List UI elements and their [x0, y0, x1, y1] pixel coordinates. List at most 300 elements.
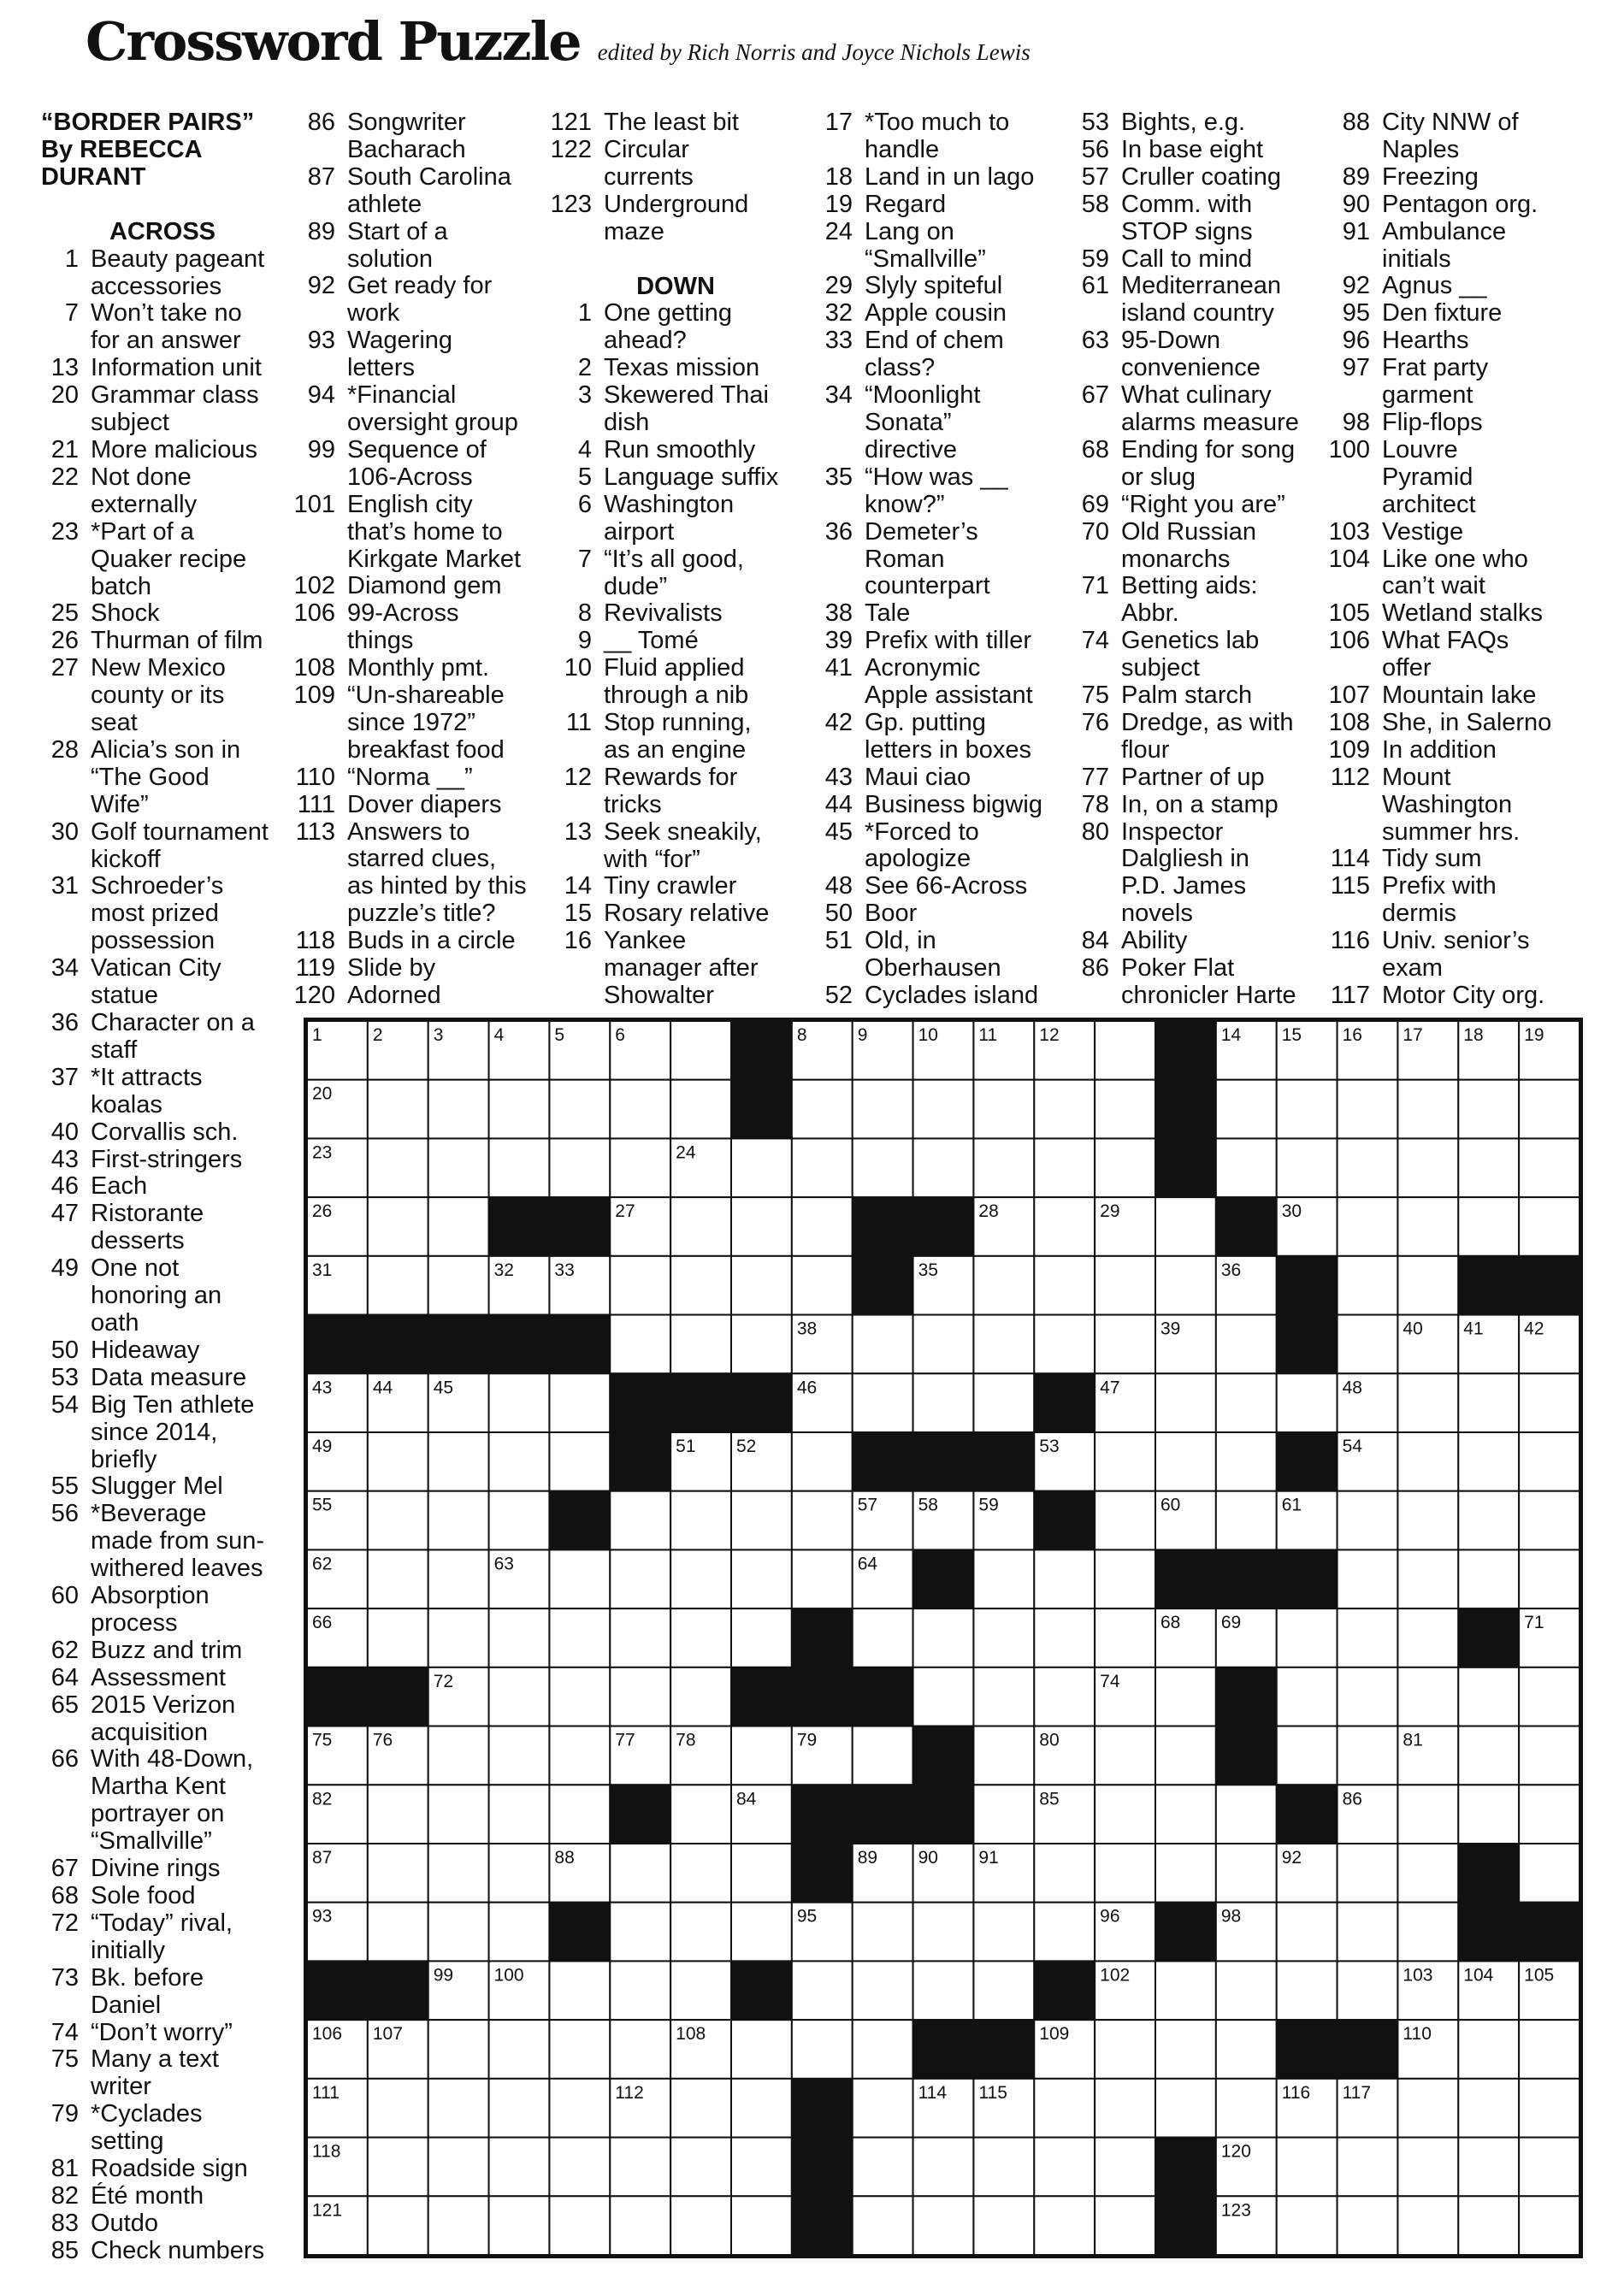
grid-cell[interactable]: [489, 1373, 550, 1432]
clue-number: 10: [564, 654, 592, 682]
grid-cell[interactable]: [489, 1903, 550, 1962]
grid-cell[interactable]: [1095, 1726, 1155, 1785]
grid-cell[interactable]: [913, 1903, 974, 1962]
grid-cell[interactable]: [973, 1903, 1034, 1962]
grid-cell[interactable]: [1338, 1491, 1398, 1550]
grid-cell[interactable]: [1519, 1785, 1580, 1844]
clue: [34, 2210, 291, 2238]
grid-cell[interactable]: [670, 1197, 731, 1256]
clue: [808, 983, 1065, 1010]
grid-cell[interactable]: [1155, 1256, 1216, 1315]
grid-cell[interactable]: [1338, 1726, 1398, 1785]
grid-cell[interactable]: [1458, 2138, 1519, 2197]
grid-cell[interactable]: [1458, 1667, 1519, 1726]
grid-cell[interactable]: [1338, 1903, 1398, 1962]
grid-cell[interactable]: [1034, 1197, 1095, 1256]
grid-cell[interactable]: [670, 1903, 731, 1962]
grid-cell[interactable]: [489, 1138, 550, 1197]
grid-cell[interactable]: [610, 1844, 670, 1903]
grid-cell[interactable]: [610, 1256, 670, 1315]
grid-cell[interactable]: [368, 2138, 428, 2197]
clue-line: See 66-Across: [865, 872, 1028, 900]
grid-cell[interactable]: [1277, 1138, 1338, 1197]
grid-cell[interactable]: [913, 2196, 974, 2255]
grid-cell[interactable]: [731, 2138, 792, 2197]
grid-cell[interactable]: [670, 1080, 731, 1139]
grid-cell[interactable]: [1397, 1491, 1458, 1550]
grid-cell[interactable]: [368, 1197, 428, 1256]
grid-cell[interactable]: [792, 1432, 853, 1491]
block-cell: [1519, 1256, 1580, 1315]
grid-cell[interactable]: [1338, 2196, 1398, 2255]
grid-cell[interactable]: [731, 1844, 792, 1903]
grid-cell[interactable]: [489, 2020, 550, 2079]
cell-number: 40: [1403, 1319, 1423, 1339]
grid-cell[interactable]: [1095, 1844, 1155, 1903]
grid-cell[interactable]: [549, 2079, 610, 2138]
grid-cell[interactable]: [428, 1080, 489, 1139]
grid-cell[interactable]: [853, 1961, 913, 2020]
grid-cell[interactable]: [1519, 2020, 1580, 2079]
grid-cell[interactable]: [549, 1961, 610, 2020]
grid-cell[interactable]: [913, 1138, 974, 1197]
grid-cell[interactable]: [973, 1080, 1034, 1139]
clue: [808, 600, 1065, 628]
block-cell: [1216, 1667, 1277, 1726]
clue-text: [604, 464, 804, 492]
clue-text: [1121, 682, 1326, 710]
grid-cell[interactable]: [913, 1315, 974, 1374]
grid-cell[interactable]: [1034, 1608, 1095, 1667]
grid-cell[interactable]: [549, 2196, 610, 2255]
grid-cell[interactable]: [610, 1549, 670, 1608]
clue: [1326, 710, 1621, 737]
grid-cell[interactable]: [489, 1432, 550, 1491]
grid-cell[interactable]: [731, 2079, 792, 2138]
grid-cell[interactable]: [1277, 1667, 1338, 1726]
grid-cell[interactable]: [610, 1491, 670, 1550]
grid-cell[interactable]: [1034, 1138, 1095, 1197]
grid-cell[interactable]: [1519, 1080, 1580, 1139]
grid-cell[interactable]: [368, 1080, 428, 1139]
block-cell: [1458, 1903, 1519, 1962]
grid-cell[interactable]: [1397, 1080, 1458, 1139]
grid-cell[interactable]: [1338, 1608, 1398, 1667]
grid-cell[interactable]: [428, 2138, 489, 2197]
grid-cell[interactable]: [1519, 1197, 1580, 1256]
grid-cell[interactable]: [1458, 1432, 1519, 1491]
grid-cell[interactable]: [549, 1549, 610, 1608]
grid-cell[interactable]: [1277, 2196, 1338, 2255]
grid-cell[interactable]: [1277, 1373, 1338, 1432]
grid-cell[interactable]: [610, 1667, 670, 1726]
clue-text: [347, 382, 547, 437]
grid-cell[interactable]: [489, 1726, 550, 1785]
clue: [34, 519, 291, 601]
grid-cell[interactable]: [670, 1608, 731, 1667]
grid-cell[interactable]: [1519, 1844, 1580, 1903]
grid-cell[interactable]: [670, 1315, 731, 1374]
grid-cell[interactable]: [1397, 1197, 1458, 1256]
grid-cell[interactable]: [368, 1138, 428, 1197]
grid-cell[interactable]: [1277, 1726, 1338, 1785]
grid-cell[interactable]: [428, 1432, 489, 1491]
grid-cell[interactable]: [973, 1961, 1034, 2020]
grid-cell[interactable]: [428, 1256, 489, 1315]
grid-cell[interactable]: [1519, 2079, 1580, 2138]
grid-cell[interactable]: [1397, 1903, 1458, 1962]
grid-cell[interactable]: [368, 1256, 428, 1315]
grid-cell[interactable]: [973, 1785, 1034, 1844]
grid-cell[interactable]: [1397, 1608, 1458, 1667]
grid-cell[interactable]: [610, 2020, 670, 2079]
grid-cell[interactable]: [489, 2079, 550, 2138]
grid-cell[interactable]: [1397, 2196, 1458, 2255]
grid-cell[interactable]: [368, 2196, 428, 2255]
grid-cell[interactable]: [1034, 1667, 1095, 1726]
grid-cell[interactable]: [610, 2138, 670, 2197]
grid-cell[interactable]: [853, 2079, 913, 2138]
cell-number: 26: [312, 1201, 333, 1222]
grid-cell[interactable]: [1458, 1549, 1519, 1608]
grid-cell[interactable]: [792, 1961, 853, 2020]
grid-cell[interactable]: [973, 1256, 1034, 1315]
grid-cell[interactable]: [1458, 1138, 1519, 1197]
grid-cell[interactable]: [1216, 1138, 1277, 1197]
clue-line: Mount: [1382, 763, 1451, 791]
clue: [1065, 792, 1326, 819]
grid-cell[interactable]: [670, 2196, 731, 2255]
grid-cell[interactable]: [368, 1608, 428, 1667]
grid-cell[interactable]: [1519, 2138, 1580, 2197]
grid-cell[interactable]: [428, 1844, 489, 1903]
grid-cell[interactable]: [1519, 1373, 1580, 1432]
grid-cell[interactable]: [1034, 2196, 1095, 2255]
grid-cell[interactable]: [792, 2020, 853, 2079]
grid-cell[interactable]: [1095, 1080, 1155, 1139]
grid-cell[interactable]: [1458, 1491, 1519, 1550]
grid-cell[interactable]: [1458, 1197, 1519, 1256]
grid-cell[interactable]: [853, 2138, 913, 2197]
grid-cell[interactable]: [1216, 1432, 1277, 1491]
cell-number: 20: [312, 1083, 333, 1104]
grid-cell[interactable]: [670, 1021, 731, 1080]
grid-cell[interactable]: [1458, 1080, 1519, 1139]
grid-cell[interactable]: [1397, 1549, 1458, 1608]
grid-cell[interactable]: [1397, 1373, 1458, 1432]
grid-cell[interactable]: [731, 1197, 792, 1256]
grid-cell[interactable]: [792, 1138, 853, 1197]
grid-cell[interactable]: [428, 2196, 489, 2255]
grid-cell[interactable]: [731, 1138, 792, 1197]
grid-cell[interactable]: [1095, 2079, 1155, 2138]
grid-cell[interactable]: [1216, 1961, 1277, 2020]
grid-cell[interactable]: [610, 1608, 670, 1667]
grid-cell[interactable]: [610, 1138, 670, 1197]
grid-cell[interactable]: [428, 1726, 489, 1785]
grid-cell[interactable]: [853, 1726, 913, 1785]
grid-cell[interactable]: [549, 1785, 610, 1844]
grid-cell[interactable]: [1155, 2079, 1216, 2138]
grid-cell[interactable]: [1216, 1491, 1277, 1550]
grid-cell[interactable]: [973, 1138, 1034, 1197]
clue: [547, 655, 804, 710]
grid-cell[interactable]: [1338, 1315, 1398, 1374]
grid-cell[interactable]: [1277, 1608, 1338, 1667]
grid-cell[interactable]: [1095, 1021, 1155, 1080]
grid-cell[interactable]: [489, 1844, 550, 1903]
grid-cell[interactable]: [1155, 1197, 1216, 1256]
grid-cell[interactable]: [428, 1785, 489, 1844]
grid-cell[interactable]: [428, 1197, 489, 1256]
grid-cell[interactable]: [368, 1785, 428, 1844]
grid-cell[interactable]: [610, 1961, 670, 2020]
grid-cell[interactable]: [792, 1549, 853, 1608]
grid-cell[interactable]: [1458, 2079, 1519, 2138]
grid-cell[interactable]: [489, 1608, 550, 1667]
grid-cell[interactable]: [1458, 2020, 1519, 2079]
grid-cell[interactable]: [1155, 2020, 1216, 2079]
grid-cell[interactable]: [731, 1491, 792, 1550]
grid-cell[interactable]: [913, 1080, 974, 1139]
clue-line: Acronymic: [865, 654, 981, 682]
grid-cell[interactable]: [1216, 1080, 1277, 1139]
grid-cell[interactable]: [549, 1373, 610, 1432]
grid-cell[interactable]: [973, 1608, 1034, 1667]
grid-cell[interactable]: [1338, 1256, 1398, 1315]
grid-cell[interactable]: [1034, 1903, 1095, 1962]
grid-cell[interactable]: [489, 1785, 550, 1844]
grid-cell[interactable]: [1519, 1549, 1580, 1608]
grid-cell[interactable]: [428, 1549, 489, 1608]
grid-cell[interactable]: [792, 1080, 853, 1139]
grid-cell[interactable]: [489, 2138, 550, 2197]
grid-cell[interactable]: [1095, 1608, 1155, 1667]
grid-cell[interactable]: [973, 1315, 1034, 1374]
clue-text: [1382, 873, 1621, 928]
grid-cell[interactable]: [853, 1608, 913, 1667]
grid-cell[interactable]: [549, 2138, 610, 2197]
grid-cell[interactable]: [1277, 1961, 1338, 2020]
grid-cell[interactable]: [1034, 2079, 1095, 2138]
grid-cell[interactable]: [670, 1491, 731, 1550]
grid-cell[interactable]: [1519, 1432, 1580, 1491]
grid-cell[interactable]: [1397, 1138, 1458, 1197]
grid-cell[interactable]: [853, 1373, 913, 1432]
grid-cell[interactable]: [1155, 1844, 1216, 1903]
grid-cell[interactable]: [1397, 1844, 1458, 1903]
grid-cell[interactable]: [853, 2020, 913, 2079]
grid-cell[interactable]: [368, 1844, 428, 1903]
grid-cell[interactable]: [1216, 1373, 1277, 1432]
grid-cell[interactable]: [731, 1608, 792, 1667]
grid-cell[interactable]: [1277, 1080, 1338, 1139]
grid-cell[interactable]: [1155, 1785, 1216, 1844]
grid-cell[interactable]: [973, 1549, 1034, 1608]
grid-cell[interactable]: [1216, 1844, 1277, 1903]
grid-cell[interactable]: [1034, 1549, 1095, 1608]
grid-cell[interactable]: [670, 1549, 731, 1608]
grid-cell[interactable]: [1155, 1961, 1216, 2020]
grid-cell[interactable]: [368, 1903, 428, 1962]
grid-cell[interactable]: [1397, 1667, 1458, 1726]
grid-cell[interactable]: [610, 1315, 670, 1374]
grid-cell[interactable]: [1034, 1080, 1095, 1139]
grid-cell[interactable]: [731, 1256, 792, 1315]
grid-cell[interactable]: [1216, 1315, 1277, 1374]
grid-cell[interactable]: [489, 1080, 550, 1139]
grid-cell[interactable]: [1155, 1667, 1216, 1726]
grid-cell[interactable]: [549, 1726, 610, 1785]
grid-cell[interactable]: [731, 2020, 792, 2079]
grid-cell[interactable]: [792, 1491, 853, 1550]
grid-cell[interactable]: [428, 1608, 489, 1667]
grid-cell[interactable]: [853, 1138, 913, 1197]
grid-cell[interactable]: [973, 1373, 1034, 1432]
grid-cell[interactable]: [792, 1256, 853, 1315]
grid-cell[interactable]: [973, 2138, 1034, 2197]
grid-cell[interactable]: [368, 1549, 428, 1608]
grid-cell[interactable]: [731, 1726, 792, 1785]
clue: [547, 192, 804, 246]
grid-cell[interactable]: [853, 1315, 913, 1374]
grid-cell[interactable]: [1095, 1785, 1155, 1844]
grid-cell[interactable]: [368, 2079, 428, 2138]
grid-cell[interactable]: [1338, 1844, 1398, 1903]
grid-cell[interactable]: [670, 1667, 731, 1726]
grid-cell[interactable]: [973, 2196, 1034, 2255]
grid-cell[interactable]: [489, 1491, 550, 1550]
grid-cell[interactable]: [1095, 1138, 1155, 1197]
clue-text: [865, 273, 1065, 300]
block-cell: [1034, 1373, 1095, 1432]
grid-cell[interactable]: [1458, 1785, 1519, 1844]
grid-cell[interactable]: [1338, 1549, 1398, 1608]
grid-cell[interactable]: [428, 2079, 489, 2138]
grid-cell[interactable]: [1338, 1138, 1398, 1197]
grid-cell[interactable]: [1397, 1785, 1458, 1844]
grid-cell[interactable]: [1216, 2020, 1277, 2079]
grid-cell[interactable]: [670, 2138, 731, 2197]
grid-cell[interactable]: [1519, 1726, 1580, 1785]
grid-cell[interactable]: [1095, 2138, 1155, 2197]
grid-cell[interactable]: [670, 2079, 731, 2138]
grid-cell[interactable]: [670, 1844, 731, 1903]
grid-cell[interactable]: [1095, 1549, 1155, 1608]
grid-cell[interactable]: [428, 1138, 489, 1197]
grid-cell[interactable]: [1338, 2138, 1398, 2197]
grid-cell[interactable]: [1397, 2138, 1458, 2197]
grid-cell[interactable]: [1095, 1491, 1155, 1550]
grid-cell[interactable]: [1519, 1138, 1580, 1197]
grid-cell[interactable]: [1095, 2196, 1155, 2255]
grid-cell[interactable]: [1095, 1256, 1155, 1315]
grid-cell[interactable]: [913, 1961, 974, 2020]
grid-cell[interactable]: [670, 1961, 731, 2020]
grid-cell[interactable]: [610, 2196, 670, 2255]
grid-cell[interactable]: [610, 1080, 670, 1139]
grid-cell[interactable]: [368, 1491, 428, 1550]
grid-cell[interactable]: [1095, 1432, 1155, 1491]
grid-cell[interactable]: [489, 1667, 550, 1726]
grid-cell[interactable]: [1277, 1903, 1338, 1962]
grid-cell[interactable]: [913, 1373, 974, 1432]
grid-cell[interactable]: [1155, 1373, 1216, 1432]
grid-cell[interactable]: [1338, 1197, 1398, 1256]
grid-cell[interactable]: [1216, 2079, 1277, 2138]
grid-cell[interactable]: [731, 2196, 792, 2255]
grid-cell[interactable]: [428, 2020, 489, 2079]
grid-cell[interactable]: [853, 2196, 913, 2255]
grid-cell[interactable]: [973, 1667, 1034, 1726]
grid-cell[interactable]: [913, 1667, 974, 1726]
grid-cell[interactable]: [1458, 2196, 1519, 2255]
cell-number: 66: [312, 1613, 333, 1633]
grid-cell[interactable]: [973, 1726, 1034, 1785]
grid-cell[interactable]: [670, 1785, 731, 1844]
grid-cell[interactable]: [1216, 1785, 1277, 1844]
grid-cell[interactable]: [1034, 1256, 1095, 1315]
grid-cell[interactable]: [1519, 1667, 1580, 1726]
grid-cell[interactable]: [1458, 1726, 1519, 1785]
grid-cell[interactable]: [1397, 1432, 1458, 1491]
clue-number: 40: [50, 1118, 79, 1146]
grid-cell[interactable]: [1277, 2138, 1338, 2197]
clue-number: 50: [50, 1336, 79, 1364]
grid-cell[interactable]: [1095, 1315, 1155, 1374]
grid-cell[interactable]: [731, 1549, 792, 1608]
grid-cell[interactable]: [1338, 1667, 1398, 1726]
grid-cell[interactable]: [1519, 2196, 1580, 2255]
grid-cell[interactable]: [549, 1080, 610, 1139]
grid-cell[interactable]: [792, 1197, 853, 1256]
grid-cell[interactable]: [1338, 1961, 1398, 2020]
grid-cell[interactable]: [549, 1138, 610, 1197]
grid-cell[interactable]: [489, 2196, 550, 2255]
grid-cell[interactable]: [731, 1903, 792, 1962]
grid-cell[interactable]: [1397, 2079, 1458, 2138]
cell-number: 24: [676, 1142, 696, 1163]
grid-cell[interactable]: [853, 1903, 913, 1962]
grid-cell[interactable]: [549, 1432, 610, 1491]
grid-cell[interactable]: [913, 2138, 974, 2197]
grid-cell[interactable]: [853, 1080, 913, 1139]
clue: [808, 192, 1065, 219]
grid-cell[interactable]: [610, 1903, 670, 1962]
grid-cell[interactable]: [1095, 2020, 1155, 2079]
grid-cell[interactable]: [549, 1608, 610, 1667]
grid-cell[interactable]: [1338, 1080, 1398, 1139]
grid-cell[interactable]: [428, 1491, 489, 1550]
clue-line: City NNW of: [1382, 109, 1519, 136]
grid-cell[interactable]: [549, 1667, 610, 1726]
grid-cell[interactable]: [1155, 1726, 1216, 1785]
grid-cell[interactable]: [1519, 1491, 1580, 1550]
grid-cell[interactable]: [731, 1315, 792, 1374]
grid-cell[interactable]: [1034, 1315, 1095, 1374]
grid-cell[interactable]: [1034, 2138, 1095, 2197]
grid-cell[interactable]: [549, 2020, 610, 2079]
grid-cell[interactable]: [913, 1608, 974, 1667]
grid-cell[interactable]: [428, 1903, 489, 1962]
grid-cell[interactable]: [1397, 1256, 1458, 1315]
grid-cell[interactable]: [368, 1432, 428, 1491]
grid-cell[interactable]: [1458, 1373, 1519, 1432]
grid-cell[interactable]: [670, 1256, 731, 1315]
clue-number: 68: [1081, 435, 1109, 463]
grid-cell[interactable]: [1155, 1432, 1216, 1491]
grid-cell[interactable]: [1034, 1844, 1095, 1903]
